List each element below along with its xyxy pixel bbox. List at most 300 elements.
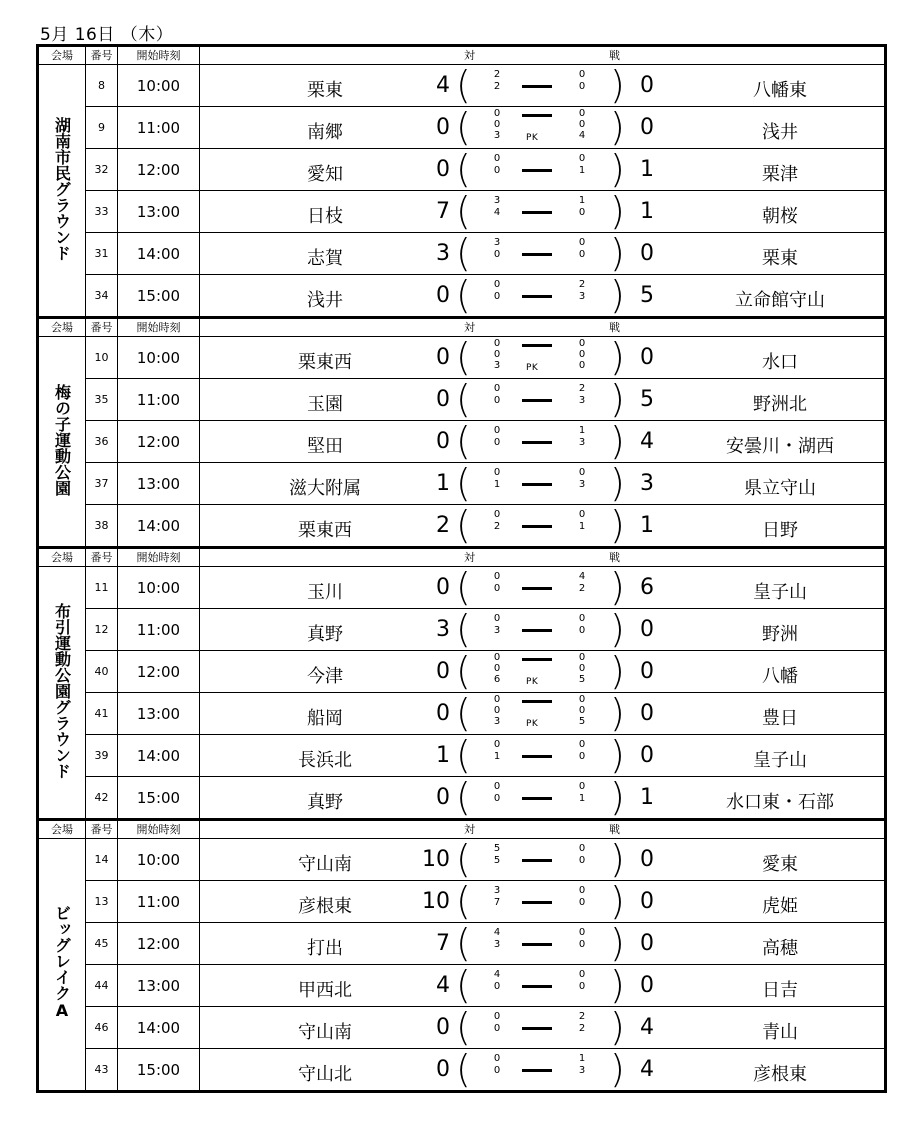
home-half-score: 0	[493, 349, 501, 360]
home-halves	[489, 739, 505, 763]
vs-dash	[522, 901, 552, 904]
home-team: 彦根東	[298, 896, 352, 917]
home-half-score: 0	[493, 425, 501, 436]
home-half-score: 0	[493, 583, 501, 594]
away-half-score: 0	[578, 360, 586, 371]
match-cell	[200, 567, 886, 609]
away-half-score: 5	[578, 716, 586, 727]
home-team: 真野	[307, 624, 343, 645]
vs-dash	[522, 114, 552, 117]
home-halves	[489, 108, 505, 141]
home-score: 1	[436, 471, 450, 496]
away-halves	[574, 467, 590, 491]
away-half-score: 0	[578, 81, 586, 92]
away-half-score: 0	[578, 969, 586, 980]
home-half-score: 0	[493, 571, 501, 582]
close-paren: )	[610, 776, 625, 819]
away-half-score: 1	[578, 165, 586, 176]
start-time: 10:00	[118, 65, 200, 107]
home-team: 守山南	[298, 1022, 352, 1043]
home-score: 7	[436, 199, 450, 224]
home-halves	[489, 425, 505, 449]
home-team: 堅田	[307, 436, 343, 457]
close-paren: )	[610, 608, 625, 651]
away-halves	[574, 383, 590, 407]
game-number: 40	[86, 651, 118, 693]
away-halves	[574, 1053, 590, 1077]
home-team: 今津	[307, 666, 343, 687]
home-team: 玉川	[307, 582, 343, 603]
home-score: 7	[436, 931, 450, 956]
close-paren: )	[610, 420, 625, 463]
home-halves	[489, 571, 505, 595]
home-team: 守山南	[298, 854, 352, 875]
game-number: 10	[86, 337, 118, 379]
home-halves	[489, 509, 505, 533]
away-team: 日野	[762, 520, 798, 541]
match-cell	[200, 233, 886, 275]
game-number: 44	[86, 965, 118, 1007]
home-half-score: 5	[493, 855, 501, 866]
away-score: 0	[640, 889, 654, 914]
away-half-score: 3	[578, 291, 586, 302]
game-row	[38, 505, 886, 548]
header-venue: 会場	[38, 46, 86, 65]
away-half-score: 0	[578, 981, 586, 992]
game-row	[38, 567, 886, 609]
home-team: 打出	[307, 938, 343, 959]
match-cell	[200, 337, 886, 379]
game-row	[38, 337, 886, 379]
home-half-score: 0	[493, 793, 501, 804]
away-halves	[574, 781, 590, 805]
header-vs-2: 戦	[609, 550, 620, 564]
match-cell	[200, 191, 886, 233]
away-half-score: 0	[578, 237, 586, 248]
away-half-score: 0	[578, 467, 586, 478]
away-score: 4	[640, 429, 654, 454]
away-halves	[574, 153, 590, 177]
home-team: 日枝	[307, 206, 343, 227]
start-time: 11:00	[118, 609, 200, 651]
away-half-score: 0	[578, 751, 586, 762]
close-paren: )	[610, 964, 625, 1007]
home-score: 0	[436, 785, 450, 810]
away-halves	[574, 927, 590, 951]
game-number: 11	[86, 567, 118, 609]
home-half-score: 3	[493, 130, 501, 141]
match-cell	[200, 1007, 886, 1049]
home-half-score: 0	[493, 613, 501, 624]
away-score: 5	[640, 283, 654, 308]
away-half-score: 3	[578, 1065, 586, 1076]
away-half-score: 0	[578, 855, 586, 866]
home-half-score: 0	[493, 1065, 501, 1076]
open-paren: (	[456, 566, 471, 609]
start-time: 15:00	[118, 275, 200, 318]
match-cell	[200, 777, 886, 820]
pk-label: PK	[526, 133, 539, 143]
away-score: 0	[640, 115, 654, 140]
open-paren: (	[456, 504, 471, 547]
away-score: 4	[640, 1057, 654, 1082]
home-halves	[489, 781, 505, 805]
home-team: 滋大附属	[289, 478, 361, 499]
open-paren: (	[456, 692, 471, 735]
game-number: 31	[86, 233, 118, 275]
home-half-score: 0	[493, 279, 501, 290]
close-paren: )	[610, 922, 625, 965]
home-score: 2	[436, 513, 450, 538]
open-paren: (	[456, 106, 471, 149]
match-cell	[200, 65, 886, 107]
home-half-score: 0	[493, 694, 501, 705]
game-row	[38, 463, 886, 505]
close-paren: )	[610, 274, 625, 317]
venue-name-text: 梅の子運動公園	[52, 383, 72, 496]
home-team: 栗東西	[298, 520, 352, 541]
game-row	[38, 65, 886, 107]
header-match	[200, 820, 886, 839]
header-num: 番号	[86, 318, 118, 337]
home-score: 0	[436, 1015, 450, 1040]
away-team: 八幡	[762, 666, 798, 687]
open-paren: (	[456, 274, 471, 317]
venue-name	[38, 839, 86, 1092]
away-half-score: 0	[578, 897, 586, 908]
open-paren: (	[456, 1006, 471, 1049]
close-paren: )	[610, 336, 625, 379]
venue-name-text: 布引運動公園グラウンド	[52, 602, 72, 779]
close-paren: )	[610, 462, 625, 505]
home-team: 甲西北	[298, 980, 352, 1001]
game-number: 46	[86, 1007, 118, 1049]
away-halves	[574, 425, 590, 449]
header-time: 開始時刻	[118, 318, 200, 337]
close-paren: )	[610, 880, 625, 923]
open-paren: (	[456, 148, 471, 191]
home-half-score: 0	[493, 663, 501, 674]
match-cell	[200, 923, 886, 965]
away-halves	[574, 237, 590, 261]
start-time: 10:00	[118, 567, 200, 609]
home-team: 浅井	[307, 290, 343, 311]
match-cell	[200, 693, 886, 735]
game-number: 34	[86, 275, 118, 318]
away-half-score: 4	[578, 571, 586, 582]
match-cell	[200, 421, 886, 463]
match-cell	[200, 379, 886, 421]
away-half-score: 0	[578, 652, 586, 663]
home-half-score: 3	[493, 885, 501, 896]
home-half-score: 0	[493, 153, 501, 164]
open-paren: (	[456, 232, 471, 275]
game-number: 42	[86, 777, 118, 820]
away-half-score: 2	[578, 583, 586, 594]
vs-dash	[522, 943, 552, 946]
start-time: 14:00	[118, 735, 200, 777]
game-row	[38, 777, 886, 820]
away-half-score: 3	[578, 437, 586, 448]
venue-name-text: ビッグレイクA	[52, 905, 72, 1020]
open-paren: (	[456, 964, 471, 1007]
game-row	[38, 965, 886, 1007]
close-paren: )	[610, 1006, 625, 1049]
away-half-score: 0	[578, 694, 586, 705]
away-half-score: 5	[578, 674, 586, 685]
home-half-score: 0	[493, 165, 501, 176]
away-halves	[574, 843, 590, 867]
venue-name	[38, 567, 86, 820]
start-time: 11:00	[118, 881, 200, 923]
away-score: 0	[640, 73, 654, 98]
away-score: 0	[640, 345, 654, 370]
away-team: 浅井	[762, 122, 798, 143]
away-team: 水口	[762, 352, 798, 373]
game-number: 45	[86, 923, 118, 965]
home-half-score: 0	[493, 108, 501, 119]
start-time: 11:00	[118, 379, 200, 421]
start-time: 13:00	[118, 693, 200, 735]
home-halves	[489, 652, 505, 685]
close-paren: )	[610, 378, 625, 421]
home-score: 0	[436, 1057, 450, 1082]
home-half-score: 5	[493, 843, 501, 854]
home-half-score: 0	[493, 781, 501, 792]
match-cell	[200, 463, 886, 505]
close-paren: )	[610, 232, 625, 275]
start-time: 15:00	[118, 1049, 200, 1092]
home-score: 0	[436, 345, 450, 370]
home-halves	[489, 885, 505, 909]
away-half-score: 0	[578, 108, 586, 119]
match-cell	[200, 1049, 886, 1092]
vs-dash	[522, 1069, 552, 1072]
vs-dash	[522, 441, 552, 444]
start-time: 11:00	[118, 107, 200, 149]
header-num: 番号	[86, 820, 118, 839]
header-vs-2: 戦	[609, 822, 620, 836]
close-paren: )	[610, 734, 625, 777]
game-row	[38, 1049, 886, 1092]
open-paren: (	[456, 190, 471, 233]
home-halves	[489, 613, 505, 637]
home-team: 愛知	[307, 164, 343, 185]
home-team: 志賀	[307, 248, 343, 269]
away-team: 水口東・石部	[726, 792, 834, 813]
away-half-score: 0	[578, 939, 586, 950]
home-half-score: 0	[493, 383, 501, 394]
vs-dash	[522, 755, 552, 758]
home-half-score: 3	[493, 237, 501, 248]
game-number: 8	[86, 65, 118, 107]
away-team: 皇子山	[753, 582, 807, 603]
venue-header-row	[38, 318, 886, 337]
game-row	[38, 1007, 886, 1049]
game-number: 13	[86, 881, 118, 923]
game-number: 43	[86, 1049, 118, 1092]
match-cell	[200, 965, 886, 1007]
away-halves	[574, 885, 590, 909]
away-team: 豊日	[762, 708, 798, 729]
away-half-score: 1	[578, 425, 586, 436]
home-team: 南郷	[307, 122, 343, 143]
away-half-score: 0	[578, 625, 586, 636]
away-half-score: 3	[578, 479, 586, 490]
away-team: 青山	[762, 1022, 798, 1043]
away-team: 県立守山	[744, 478, 816, 499]
schedule-table	[36, 44, 887, 1093]
home-half-score: 0	[493, 338, 501, 349]
home-score: 0	[436, 157, 450, 182]
venue-name	[38, 65, 86, 318]
close-paren: )	[610, 190, 625, 233]
home-score: 0	[436, 387, 450, 412]
open-paren: (	[456, 838, 471, 881]
home-half-score: 0	[493, 705, 501, 716]
home-half-score: 1	[493, 479, 501, 490]
start-time: 13:00	[118, 965, 200, 1007]
home-half-score: 3	[493, 360, 501, 371]
vs-dash	[522, 797, 552, 800]
home-halves	[489, 195, 505, 219]
home-half-score: 0	[493, 739, 501, 750]
game-row	[38, 233, 886, 275]
open-paren: (	[456, 880, 471, 923]
home-score: 0	[436, 283, 450, 308]
game-number: 37	[86, 463, 118, 505]
game-row	[38, 421, 886, 463]
start-time: 15:00	[118, 777, 200, 820]
game-number: 36	[86, 421, 118, 463]
home-half-score: 0	[493, 437, 501, 448]
home-score: 4	[436, 73, 450, 98]
vs-dash	[522, 295, 552, 298]
away-half-score: 0	[578, 781, 586, 792]
start-time: 14:00	[118, 505, 200, 548]
home-half-score: 3	[493, 625, 501, 636]
game-row	[38, 609, 886, 651]
start-time: 12:00	[118, 651, 200, 693]
home-half-score: 3	[493, 195, 501, 206]
home-half-score: 6	[493, 674, 501, 685]
away-half-score: 1	[578, 1053, 586, 1064]
home-team: 栗東	[307, 80, 343, 101]
home-half-score: 2	[493, 69, 501, 80]
match-cell	[200, 735, 886, 777]
game-number: 12	[86, 609, 118, 651]
home-half-score: 0	[493, 509, 501, 520]
away-half-score: 0	[578, 119, 586, 130]
open-paren: (	[456, 734, 471, 777]
pk-label: PK	[526, 719, 539, 729]
away-half-score: 0	[578, 663, 586, 674]
away-half-score: 0	[578, 249, 586, 260]
home-half-score: 4	[493, 927, 501, 938]
header-match	[200, 46, 886, 65]
match-cell	[200, 651, 886, 693]
header-vs-1: 対	[464, 822, 475, 836]
close-paren: )	[610, 1048, 625, 1091]
away-team: 愛東	[762, 854, 798, 875]
away-halves	[574, 1011, 590, 1035]
away-half-score: 0	[578, 207, 586, 218]
home-half-score: 0	[493, 1053, 501, 1064]
away-half-score: 1	[578, 195, 586, 206]
game-row	[38, 735, 886, 777]
away-half-score: 0	[578, 509, 586, 520]
open-paren: (	[456, 420, 471, 463]
away-half-score: 0	[578, 349, 586, 360]
home-half-score: 7	[493, 897, 501, 908]
home-halves	[489, 694, 505, 727]
home-score: 0	[436, 659, 450, 684]
home-half-score: 3	[493, 939, 501, 950]
header-vs-2: 戦	[609, 48, 620, 62]
home-halves	[489, 969, 505, 993]
close-paren: )	[610, 838, 625, 881]
vs-dash	[522, 1027, 552, 1030]
home-half-score: 3	[493, 716, 501, 727]
away-score: 3	[640, 471, 654, 496]
game-number: 41	[86, 693, 118, 735]
home-score: 1	[436, 743, 450, 768]
game-number: 9	[86, 107, 118, 149]
game-row	[38, 379, 886, 421]
away-team: 八幡東	[753, 80, 807, 101]
game-row	[38, 693, 886, 735]
home-halves	[489, 338, 505, 371]
away-score: 5	[640, 387, 654, 412]
away-team: 高穂	[762, 938, 798, 959]
home-half-score: 4	[493, 207, 501, 218]
home-half-score: 0	[493, 1011, 501, 1022]
close-paren: )	[610, 650, 625, 693]
away-score: 0	[640, 973, 654, 998]
start-time: 12:00	[118, 149, 200, 191]
game-number: 32	[86, 149, 118, 191]
home-half-score: 2	[493, 521, 501, 532]
home-halves	[489, 1011, 505, 1035]
away-score: 0	[640, 743, 654, 768]
game-row	[38, 923, 886, 965]
venue-header-row	[38, 46, 886, 65]
away-halves	[574, 195, 590, 219]
away-half-score: 4	[578, 130, 586, 141]
venue-name	[38, 337, 86, 548]
home-half-score: 4	[493, 969, 501, 980]
header-time: 開始時刻	[118, 548, 200, 567]
header-vs-1: 対	[464, 550, 475, 564]
away-half-score: 1	[578, 521, 586, 532]
home-team: 栗東西	[298, 352, 352, 373]
home-score: 0	[436, 115, 450, 140]
header-num: 番号	[86, 46, 118, 65]
start-time: 10:00	[118, 839, 200, 881]
vs-dash	[522, 859, 552, 862]
pk-label: PK	[526, 363, 539, 373]
away-team: 皇子山	[753, 750, 807, 771]
open-paren: (	[456, 650, 471, 693]
open-paren: (	[456, 922, 471, 965]
header-venue: 会場	[38, 820, 86, 839]
game-row	[38, 191, 886, 233]
away-half-score: 2	[578, 279, 586, 290]
home-halves	[489, 279, 505, 303]
header-vs-2: 戦	[609, 320, 620, 334]
home-half-score: 0	[493, 652, 501, 663]
away-halves	[574, 108, 590, 141]
